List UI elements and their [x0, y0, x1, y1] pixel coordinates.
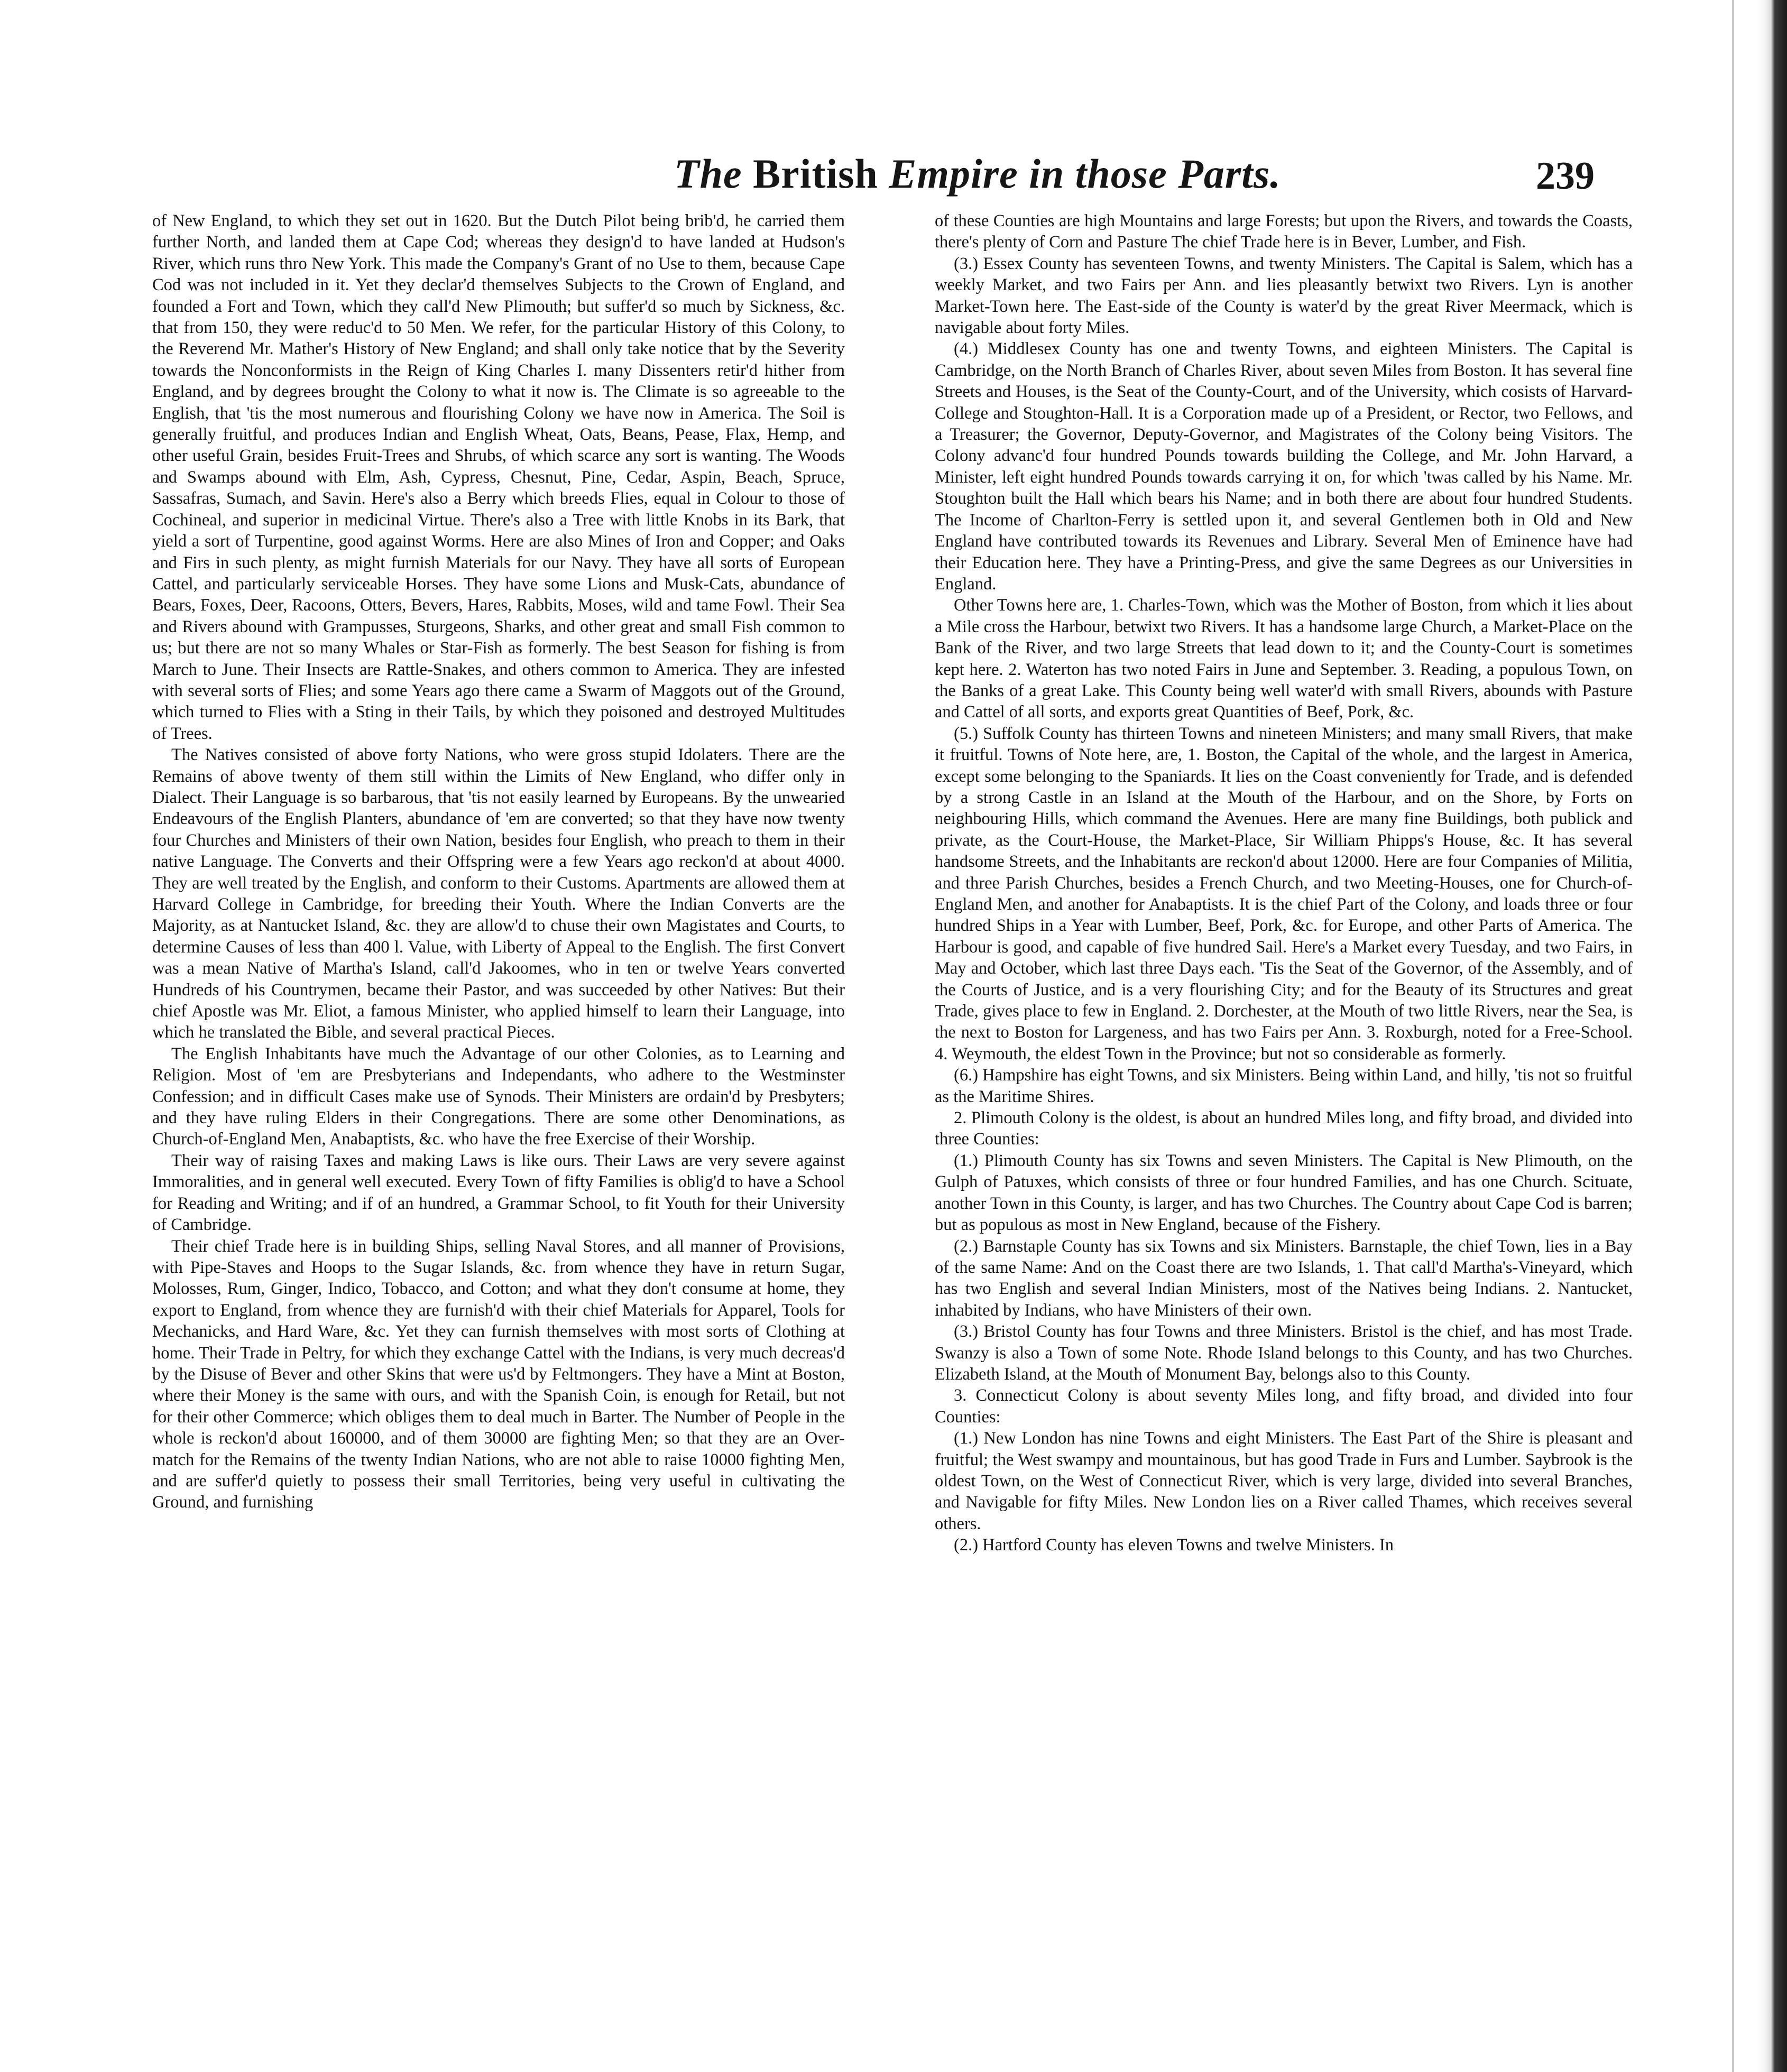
right-paragraph-1: of these Counties are high Mountains and large Forests; but upon the Rivers, and towards the Coasts, there's plenty of Corn and Pasture The chief Trade here is in Bever, Lumber, and Fish. — [935, 211, 1633, 252]
right-paragraph-7: 2. Plimouth Colony is the oldest, is about an hundred Miles long, and fifty broad, and divided into three Counties: — [935, 1108, 1633, 1149]
running-head-part3: Empire in those Parts. — [878, 151, 1281, 197]
right-paragraph-8: (1.) Plimouth County has six Towns and seven Ministers. The Capital is New Plimouth, on the Gulph of Patuxes, which consists of three or four hundred Families, and has one Church. Scituate, another Town in this County, is larger, and has two Churches. The Country about Cape Cod is barren; but as populous as most in New England, because of the Fishery. — [935, 1151, 1633, 1235]
right-paragraph-3: (4.) Middlesex County has one and twenty Towns, and eighteen Ministers. The Capital is Cambridge, on the North Branch of Charles River, about seven Miles from Boston. It has several fine Streets and Houses, is the Seat of the County-Court, and of the University, which cosists of Harvard-College and Stoughton-Hall. It is a Corporation made up of a President, or Rector, two Fellows, and a Treasurer; the Governor, Deputy-Governor, and Magistrates of the Colony being Visitors. The Colony advanc'd four hundred Pounds towards building the College, and Mr. John Harvard, a Minister, left eight hundred Pounds towards carrying it on, for which 'twas called by his Name. Mr. Stoughton built the Hall which bears his Name; and in both there are about four hundred Students. The Income of Charlton-Ferry is settled upon it, and several Gentlemen both in Old and New England have contributed towards its Revenues and Library. Several Men of Eminence have had their Education here. They have a Printing-Press, and give the same Degrees as our Universities in England. — [935, 339, 1633, 594]
right-paragraph-5: (5.) Suffolk County has thirteen Towns and nineteen Ministers; and many small Rivers, that make it fruitful. Towns of Note here, are, 1. Boston, the Capital of the whole, and the largest in America, except some belonging to the Spaniards. It lies on the Coast conveniently for Trade, and is defended by a strong Castle in an Island at the Mouth of the Harbour, and on the Shore, by Forts on neighbouring Hills, which command the Avenues. Here are many fine Buildings, both publick and private, as the Court-House, the Market-Place, Sir William Phipps's House, &c. It has several handsome Streets, and the Inhabitants are reckon'd about 12000. Here are four Companies of Militia, and three Parish Churches, besides a French Church, and two Meeting-Houses, one for Church-of-England Men, and another for Anabaptists. It is the chief Part of the Colony, and loads three or four hundred Ships in a Year with Lumber, Beef, Pork, &c. for Europe, and other Parts of America. The Harbour is good, and capable of five hundred Sail. Here's a Market every Tuesday, and two Fairs, in May and October, which last three Days each. 'Tis the Seat of the Governor, of the Assembly, and of the Courts of Justice, and is a very flourishing City; and for the Beauty of its Structures and great Trade, gives place to few in England. 2. Dorchester, at the Mouth of two little Rivers, near the Sea, is the next to Boston for Largeness, and has two Fairs per Ann. 3. Roxburgh, noted for a Free-School. 4. Weymouth, the eldest Town in the Province; but not so considerable as formerly. — [935, 724, 1633, 1063]
page-gutter-line — [1732, 0, 1734, 2072]
page-edge-shadow — [1756, 0, 1787, 2072]
running-head-part1: The — [674, 151, 753, 197]
left-paragraph-4: Their way of raising Taxes and making Laws is like ours. Their Laws are very severe against Immoralities, and in general well executed. Every Town of fifty Families is oblig'd to have a School for Reading and Writing; and if of an hundred, a Grammar School, to fit Youth for their University of Cambridge. — [152, 1151, 845, 1235]
running-head — [674, 153, 1281, 195]
left-paragraph-3: The English Inhabitants have much the Advantage of our other Colonies, as to Learning and Religion. Most of 'em are Presbyterians and Independants, who adhere to the Westminster Confession; and in difficult Cases make use of Synods. Their Ministers are ordain'd by Presbyters; and they have ruling Elders in their Congregations. There are some other Denominations, as Church-of-England Men, Anabaptists, &c. who have the free Exercise of their Worship. — [152, 1044, 845, 1149]
right-paragraph-9: (2.) Barnstaple County has six Towns and six Ministers. Barnstaple, the chief Town, lies in a Bay of the same Name: And on the Coast there are two Islands, 1. That call'd Martha's-Vineyard, which has two English and several Indian Ministers, most of the Natives being Indians. 2. Nantucket, inhabited by Indians, who have Ministers of their own. — [935, 1236, 1633, 1320]
left-column — [152, 210, 845, 2060]
left-paragraph-2: The Natives consisted of above forty Nations, who were gross stupid Idolaters. There are the Remains of above twenty of them still within the Limits of New England, who differ only in Dialect. Their Language is so barbarous, that 'tis not easily learned by Europeans. By the unwearied Endeavours of the English Planters, abundance of 'em are converted; so that they have now twenty four Churches and Ministers of their own Nation, besides four English, who preach to them in their native Language. The Converts and their Offspring were a few Years ago reckon'd at about 4000. They are well treated by the English, and conform to their Customs. Apartments are allowed them at Harvard College in Cambridge, for breeding their Youth. Where the Indian Converts are the Majority, as at Nantucket Island, &c. they are allow'd to chuse their own Magistates and Courts, to determine Causes of less than 400 l. Value, with Liberty of Appeal to the English. The first Convert was a mean Native of Martha's Island, call'd Jakoomes, who in ten or twelve Years converted Hundreds of his Countrymen, became their Pastor, and was succeeded by other Natives: But their chief Apostle was Mr. Eliot, a famous Minister, who applied himself to learn their Language, into which he translated the Bible, and several practical Pieces. — [152, 745, 845, 1042]
right-paragraph-12: (1.) New London has nine Towns and eight Ministers. The East Part of the Shire is pleasant and fruitful; the West swampy and mountainous, but has good Trade in Furs and Lumber. Saybrook is the oldest Town, on the West of Connecticut River, which is very large, divided into several Branches, and Navigable for fifty Miles. New London lies on a River called Thames, which receives several others. — [935, 1429, 1633, 1533]
right-paragraph-11: 3. Connecticut Colony is about seventy Miles long, and fifty broad, and divided into four Counties: — [935, 1386, 1633, 1427]
left-paragraph-5: Their chief Trade here is in building Ships, selling Naval Stores, and all manner of Provisions, with Pipe-Staves and Hoops to the Sugar Islands, &c. from whence they have in return Sugar, Molosses, Rum, Ginger, Indico, Tobacco, and Cotton; and what they don't consume at home, they export to England, from whence they are furnish'd with their chief Materials for Apparel, Tools for Mechanicks, and Hard Ware, &c. Yet they can furnish themselves with most sorts of Clothing at home. Their Trade in Peltry, for which they exchange Cattel with the Indians, is very much decreas'd by the Disuse of Bever and other Skins that were us'd by Feltmongers. They have a Mint at Boston, where their Money is the same with ours, and with the Spanish Coin, is enough for Retail, but not for their other Commerce; which obliges them to deal much in Barter. The Number of People in the whole is reckon'd about 160000, and of them 30000 are fighting Men; so that they are an Over-match for the Remains of the twenty Indian Nations, who are not able to raise 10000 fighting Men, and are suffer'd quietly to possess their small Territories, being very useful in cultivating the Ground, and furnishing — [152, 1236, 845, 1512]
left-paragraph-1: of New England, to which they set out in 1620. But the Dutch Pilot being brib'd, he carried them further North, and landed them at Cape Cod; whereas they design'd to have landed at Hudson's River, which runs thro New York. This made the Company's Grant of no Use to them, because Cape Cod was not included in it. Yet they declar'd themselves Subjects to the Crown of England, and founded a Fort and Town, which they call'd New Plimouth; but suffer'd so much by Sickness, &c. that from 150, they were reduc'd to 50 Men. We refer, for the particular History of this Colony, to the Reverend Mr. Mather's History of New England; and shall only take notice that by the Severity towards the Nonconformists in the Reign of King Charles I. many Dissenters retir'd hither from England, and by degrees brought the Colony to what it now is. The Climate is so agreeable to the English, that 'tis the most numerous and flourishing Colony we have now in America. The Soil is generally fruitful, and produces Indian and English Wheat, Oats, Beans, Pease, Flax, Hemp, and other useful Grain, besides Fruit-Trees and Shrubs, of which scarce any sort is wanting. The Woods and Swamps abound with Elm, Ash, Cypress, Chesnut, Pine, Cedar, Aspin, Beach, Spruce, Sassafras, Sumach, and Savin. Here's also a Berry which breeds Flies, equal in Colour to those of Cochineal, and superior in medicinal Virtue. There's also a Tree with little Knobs in its Bark, that yield a sort of Turpentine, good against Worms. Here are also Mines of Iron and Copper; and Oaks and Firs in such plenty, as might furnish Materials for our Navy. They have all sorts of European Cattel, and particularly serviceable Horses. They have some Lions and Musk-Cats, abundance of Bears, Foxes, Deer, Racoons, Otters, Bevers, Hares, Rabbits, Moses, wild and tame Fowl. Their Sea and Rivers abound with Grampusses, Sturgeons, Sharks, and other great and small Fish common to us; but there are not so many Whales or Star-Fish as formerly. The best Season for fishing is from March to June. Their Insects are Rattle-Snakes, and others common to America. They are infested with several sorts of Flies; and some Years ago there came a Swarm of Maggots out of the Ground, which turned to Flies with a Sting in their Tails, by which they poisoned and destroyed Multitudes of Trees. — [152, 211, 845, 743]
right-paragraph-13: (2.) Hartford County has eleven Towns and twelve Ministers. In — [954, 1536, 1394, 1555]
right-paragraph-6: (6.) Hampshire has eight Towns, and six Ministers. Being within Land, and hilly, 'tis not so fruitful as the Maritime Shires. — [935, 1066, 1633, 1106]
page-number: 239 — [1536, 154, 1595, 198]
right-column — [935, 210, 1633, 2060]
right-paragraph-2: (3.) Essex County has seventeen Towns, and twenty Ministers. The Capital is Salem, which has a weekly Market, and two Fairs per Ann. and lies pleasantly betwixt two Rivers. Lyn is another Market-Town here. The East-side of the County is water'd by the great River Meermack, which is navigable about forty Miles. — [935, 254, 1633, 338]
right-paragraph-10: (3.) Bristol County has four Towns and three Ministers. Bristol is the chief, and has most Trade. Swanzy is also a Town of some Note. Rhode Island belongs to this County, and has two Churches. Elizabeth Island, at the Mouth of Monument Bay, belongs also to this County. — [935, 1322, 1633, 1384]
running-head-part2: British — [753, 151, 878, 197]
right-paragraph-4: Other Towns here are, 1. Charles-Town, which was the Mother of Boston, from which it lies about a Mile cross the Harbour, betwixt two Rivers. It has a handsome large Church, a Market-Place on the Bank of the River, and two large Streets that lead down to it; and the County-Court is sometimes kept here. 2. Waterton has two noted Fairs in June and September. 3. Reading, a populous Town, on the Banks of a great Lake. This County being well water'd with small Rivers, abounds with Pasture and Cattel of all sorts, and exports great Quantities of Beef, Pork, &c. — [935, 596, 1633, 722]
